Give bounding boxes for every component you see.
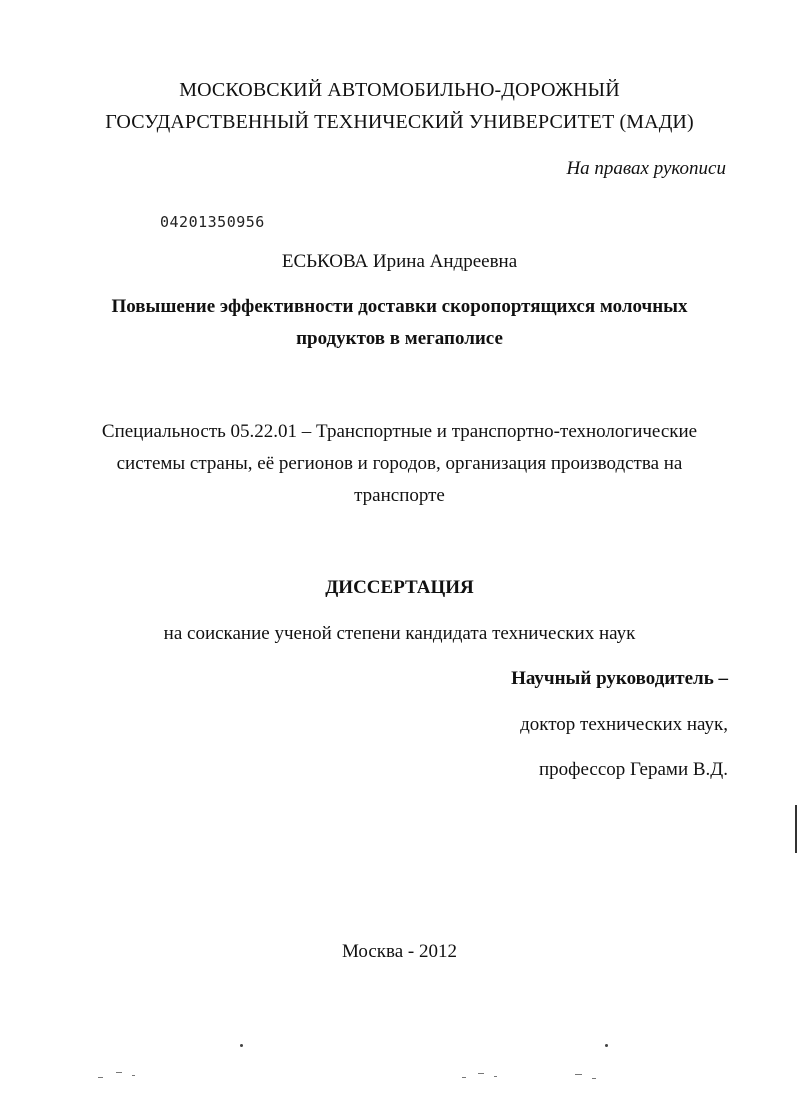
scan-speck	[116, 1072, 122, 1073]
university-name-line1: МОСКОВСКИЙ АВТОМОБИЛЬНО-ДОРОЖНЫЙ	[179, 79, 620, 101]
scan-speck	[132, 1075, 135, 1076]
specialty-line3: транспорте	[354, 485, 445, 506]
author-name: ЕСЬКОВА Ирина Андреевна	[281, 251, 518, 272]
supervisor-label: Научный руководитель –	[511, 668, 728, 689]
degree-line: на соискание ученой степени кандидата технических наук	[163, 623, 636, 644]
rights-note: На правах рукописи	[566, 158, 726, 179]
scan-speck	[478, 1073, 484, 1074]
supervisor-name: профессор Герами В.Д.	[539, 759, 728, 780]
supervisor-degree: доктор технических наук,	[520, 714, 728, 735]
document-type: ДИССЕРТАЦИЯ	[325, 577, 474, 598]
scan-dot	[605, 1044, 608, 1047]
city-year: Москва - 2012	[341, 941, 458, 962]
university-name-line2: ГОСУДАРСТВЕННЫЙ ТЕХНИЧЕСКИЙ УНИВЕРСИТЕТ (МАДИ)	[105, 111, 694, 133]
scan-dot	[240, 1044, 243, 1047]
scan-speck	[494, 1076, 497, 1077]
specialty-line2: системы страны, её регионов и городов, организация производства на	[116, 453, 683, 474]
thesis-title-line2: продуктов в мегаполисе	[296, 328, 503, 349]
scan-speck	[575, 1074, 582, 1075]
scan-speck	[98, 1077, 103, 1078]
thesis-title-line1: Повышение эффективности доставки скоропортящихся молочных	[111, 296, 688, 317]
scan-speck	[462, 1077, 466, 1078]
specialty-line1: Специальность 05.22.01 – Транспортные и транспортно-технологические	[101, 421, 698, 442]
scan-speck	[592, 1078, 596, 1079]
scan-edge-mark	[795, 805, 797, 853]
catalog-number: 04201350956	[160, 213, 265, 231]
